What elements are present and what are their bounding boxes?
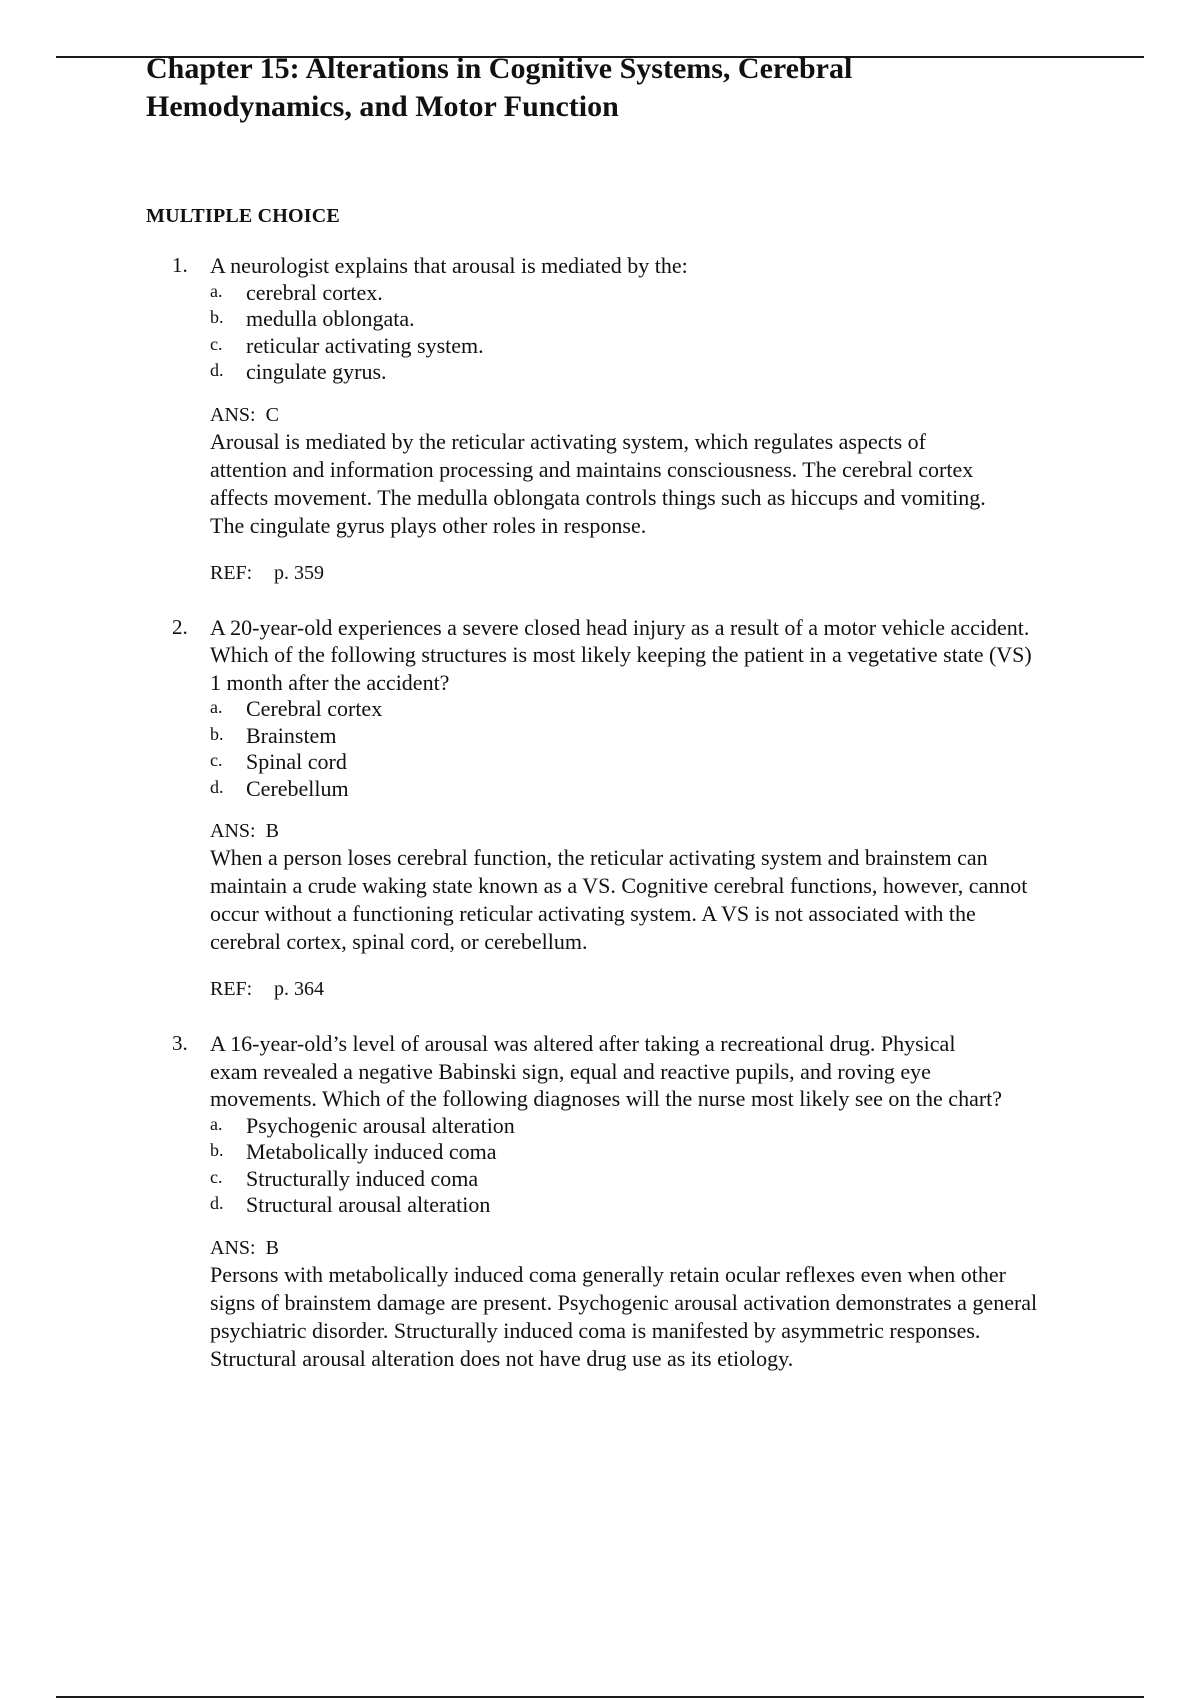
choice-a xyxy=(210,696,1136,723)
ref-label: REF: xyxy=(210,978,253,1000)
choice-text: reticular activating system. xyxy=(246,332,484,358)
question-stem: A 16-year-old’s level of arousal was altered after taking a recreational drug. Physical exam revealed a negative Babinski sign, equal and reactive pupils, and roving eye movements. Which of the following diagnoses will the nurse most likely see on the chart? xyxy=(210,1031,1003,1111)
document-page xyxy=(146,50,1136,1401)
question-number: 1. xyxy=(172,253,188,277)
ref-label: REF: xyxy=(210,561,253,584)
choice-text: Structurally induced coma xyxy=(246,1165,479,1191)
choice-text: Metabolically induced coma xyxy=(246,1139,497,1164)
choice-letter: a. xyxy=(210,1113,223,1134)
question-3 xyxy=(146,1030,1136,1373)
choice-d xyxy=(210,359,1136,386)
rationale: When a person loses cerebral function, the reticular activating system and brainstem can maintain a crude waking state known as a VS. Cognitive cerebral functions, however, cannot occur without a functioning reticular activating system. A VS is not associated with the cerebral cortex, spinal cord, or cerebellum. xyxy=(210,845,1028,954)
question-stem: A 20-year-old experiences a severe closed head injury as a result of a motor vehicle accident. Which of the following structures is most likely keeping the patient in a vegetative state (VS) 1 month after the accident? xyxy=(210,614,1032,695)
choice-c xyxy=(210,333,1136,360)
choice-list xyxy=(210,696,1136,802)
choice-c xyxy=(210,1166,1136,1193)
choice-text: cerebral cortex. xyxy=(246,279,383,305)
rationale: Arousal is mediated by the reticular activating system, which regulates aspects of attention and information processing and maintains consciousness. The cerebral cortex affects movement. The medulla oblongata controls things such as hiccups and vomiting. The cingulate gyrus plays other roles in response. xyxy=(210,428,986,538)
choice-text: Psychogenic arousal alteration xyxy=(246,1112,515,1138)
choice-letter: c. xyxy=(210,333,223,354)
answer-line xyxy=(210,1235,1136,1261)
choice-text: Cerebral cortex xyxy=(246,696,383,721)
bottom-rule xyxy=(56,1696,1144,1698)
choice-d xyxy=(210,776,1136,803)
choice-d xyxy=(210,1192,1136,1219)
chapter-title: Chapter 15: Alterations in Cognitive Systems, Cerebral Hemodynamics, and Motor Function xyxy=(146,52,853,123)
answer-label: ANS: xyxy=(210,403,256,426)
choice-letter: a. xyxy=(210,280,223,301)
question-list xyxy=(146,252,1136,1373)
ref-value: p. 364 xyxy=(274,978,324,1000)
choice-list xyxy=(210,1113,1136,1219)
choice-letter: a. xyxy=(210,697,223,717)
question-2 xyxy=(146,614,1136,1003)
answer-label: ANS: xyxy=(210,1236,256,1259)
choice-b xyxy=(210,723,1136,750)
choice-text: medulla oblongata. xyxy=(246,306,415,331)
choice-b xyxy=(210,306,1136,333)
choice-letter: b. xyxy=(210,723,224,744)
choice-letter: d. xyxy=(210,776,224,797)
question-stem: A neurologist explains that arousal is mediated by the: xyxy=(210,253,688,278)
choice-letter: d. xyxy=(210,360,224,380)
choice-letter: c. xyxy=(210,1166,223,1187)
choice-letter: b. xyxy=(210,1140,224,1160)
choice-letter: b. xyxy=(210,307,224,327)
reference-line xyxy=(210,560,1136,586)
question-number: 2. xyxy=(172,614,188,639)
choice-a xyxy=(210,1113,1136,1140)
rationale: Persons with metabolically induced coma generally retain ocular reflexes even when other signs of brainstem damage are present. Psychogenic arousal activation demonstrates a general psychiatric disorder. Structurally induced coma is manifested by asymmetric responses. Structural arousal alteration does not have drug use as its etiology. xyxy=(210,1261,1038,1371)
answer-value: B xyxy=(265,1236,279,1259)
answer-line xyxy=(210,818,1136,844)
reference-line xyxy=(210,976,1136,1002)
answer-value: C xyxy=(265,403,279,426)
question-number: 3. xyxy=(172,1031,188,1055)
choice-text: cingulate gyrus. xyxy=(246,359,387,384)
question-1 xyxy=(146,252,1136,586)
answer-label: ANS: xyxy=(210,820,256,842)
answer-line xyxy=(210,402,1136,428)
choice-letter: c. xyxy=(210,750,223,770)
choice-text: Spinal cord xyxy=(246,749,347,774)
choice-text: Cerebellum xyxy=(246,775,349,801)
choice-list xyxy=(210,280,1136,386)
choice-c xyxy=(210,749,1136,776)
choice-b xyxy=(210,1139,1136,1166)
choice-letter: d. xyxy=(210,1193,224,1213)
answer-value: B xyxy=(265,820,279,842)
choice-text: Brainstem xyxy=(246,722,337,748)
choice-a xyxy=(210,280,1136,307)
choice-text: Structural arousal alteration xyxy=(246,1192,491,1217)
section-heading: MULTIPLE CHOICE xyxy=(146,205,340,227)
ref-value: p. 359 xyxy=(274,561,324,584)
